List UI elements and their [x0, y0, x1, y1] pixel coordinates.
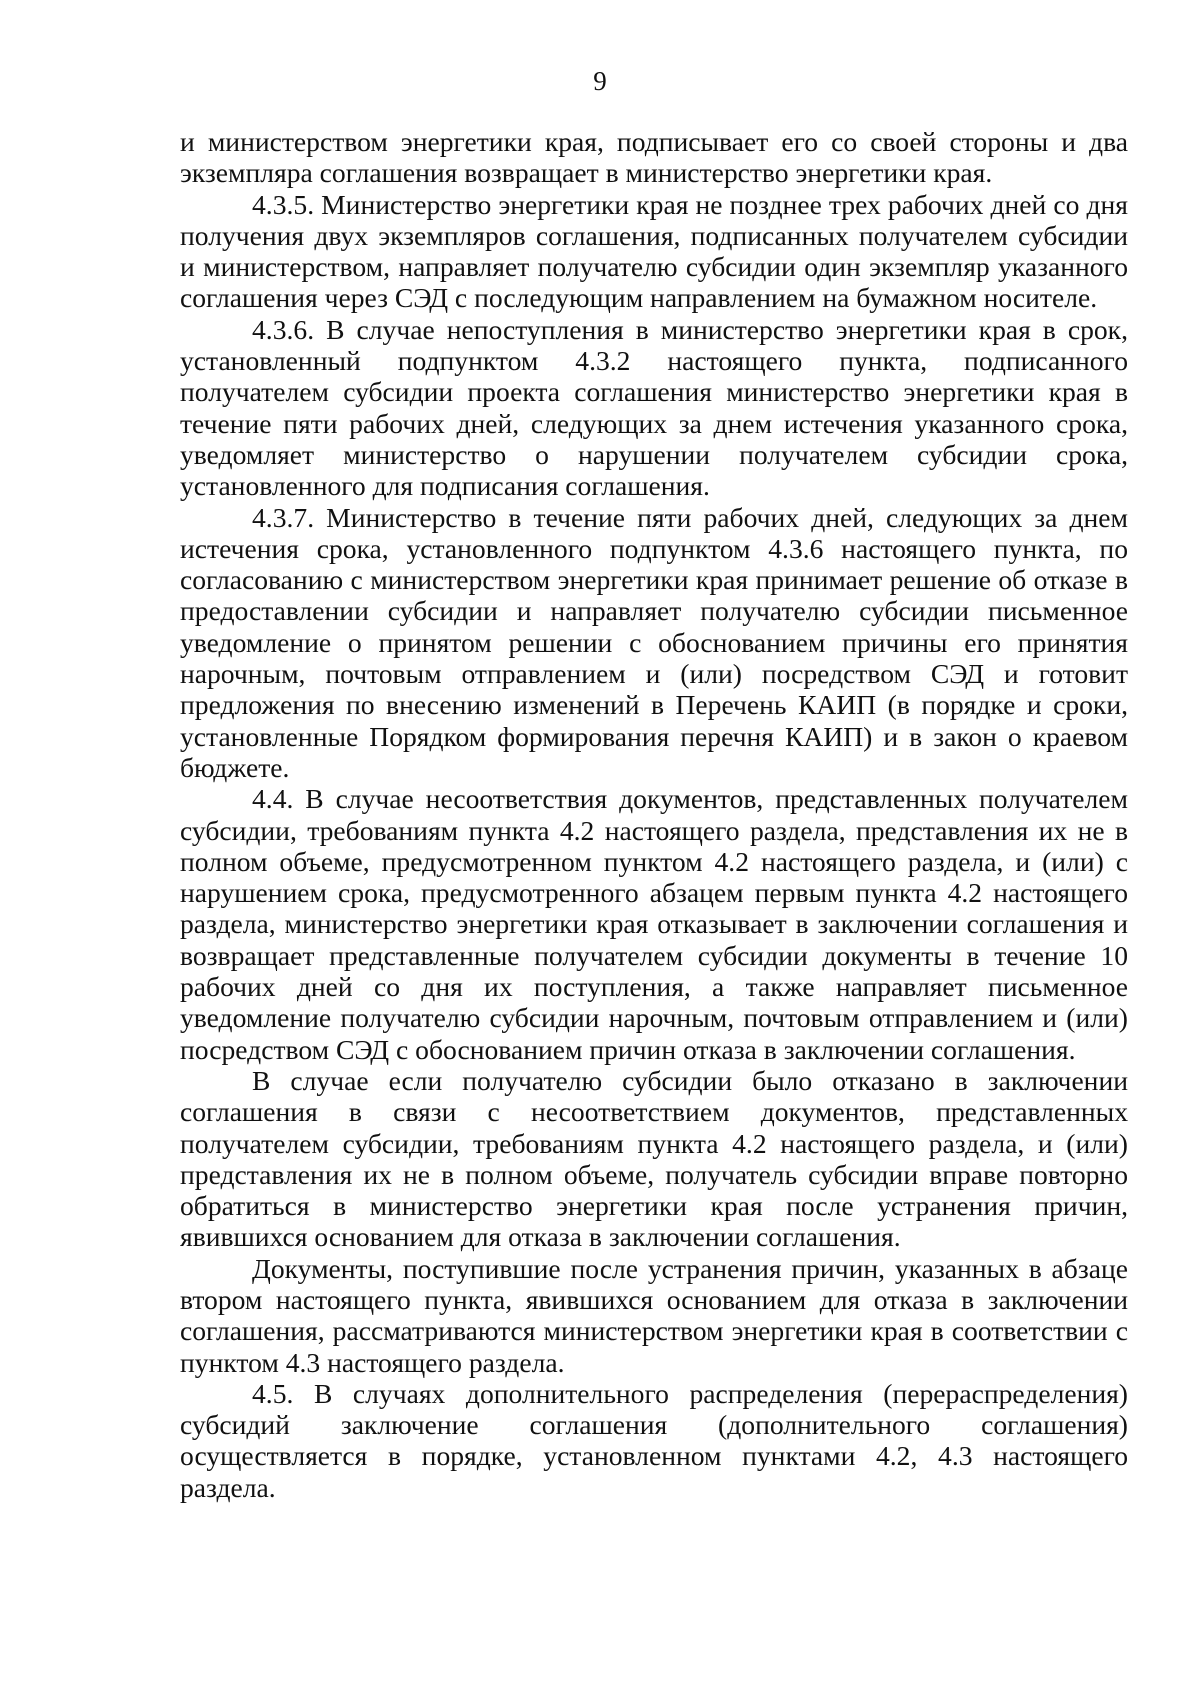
document-body	[180, 126, 1128, 1503]
paragraph-continuation: и министерством энергетики края, подписывает его со своей стороны и два экземпляра соглашения возвращает в министерство энергетики края.	[180, 126, 1128, 189]
paragraph-4-5: 4.5. В случаях дополнительного распределения (перераспределения) субсидий заключение соглашения (дополнительного соглашения) осуществляется в порядке, установленном пунктами 4.2, 4.3 настоящего раздела.	[180, 1377, 1128, 1503]
paragraph-4-4: 4.4. В случае несоответствия документов, представленных получателем субсидии, требованиям пункта 4.2 настоящего раздела, представления их не в полном объеме, предусмотренном пунктом 4.2 настоящего раздела, и (или) с нарушением срока, предусмотренного абзацем первым пункта 4.2 настоящего раздела, министерство энергетики края отказывает в заключении соглашения и возвращает представленные получателем субсидии документы в течение 10 рабочих дней со дня их поступления, а также направляет письменное уведомление получателю субсидии нарочным, почтовым отправлением и (или) посредством СЭД с обоснованием причин отказа в заключении соглашения.	[180, 783, 1128, 1065]
paragraph-4-4-second: В случае если получателю субсидии было отказано в заключении соглашения в связи с несоответствием документов, представленных получателем субсидии, требованиям пункта 4.2 настоящего раздела, и (или) представления их не в полном объеме, получатель субсидии вправе повторно обратиться в министерство энергетики края после устранения причин, явившихся основанием для отказа в заключении соглашения.	[180, 1064, 1128, 1253]
paragraph-4-3-5: 4.3.5. Министерство энергетики края не позднее трех рабочих дней со дня получения двух экземпляров соглашения, подписанных получателем субсидии и министерством, направляет получателю субсидии один экземпляр указанного соглашения через СЭД с последующим направлением на бумажном носителе.	[180, 188, 1128, 314]
paragraph-4-3-7: 4.3.7. Министерство в течение пяти рабочих дней, следующих за днем истечения срока, установленного подпунктом 4.3.6 настоящего пункта, по согласованию с министерством энергетики края принимает решение об отказе в предоставлении субсидии и направляет получателю субсидии письменное уведомление о принятом решении с обоснованием причины его принятия нарочным, почтовым отправлением и (или) посредством СЭД и готовит предложения по внесению изменений в Перечень КАИП (в порядке и сроки, установленные Порядком формирования перечня КАИП) и в закон о краевом бюджете.	[180, 501, 1128, 783]
paragraph-4-3-6: 4.3.6. В случае непоступления в министерство энергетики края в срок, установленный подпунктом 4.3.2 настоящего пункта, подписанного получателем субсидии проекта соглашения министерство энергетики края в течение пяти рабочих дней, следующих за днем истечения указанного срока, уведомляет министерство о нарушении получателем субсидии срока, установленного для подписания соглашения.	[180, 313, 1128, 502]
page-number: 9	[593, 66, 607, 96]
paragraph-4-4-third: Документы, поступившие после устранения причин, указанных в абзаце втором настоящего пункта, явившихся основанием для отказа в заключении соглашения, рассматриваются министерством энергетики края в соответствии с пунктом 4.3 настоящего раздела.	[180, 1252, 1128, 1378]
